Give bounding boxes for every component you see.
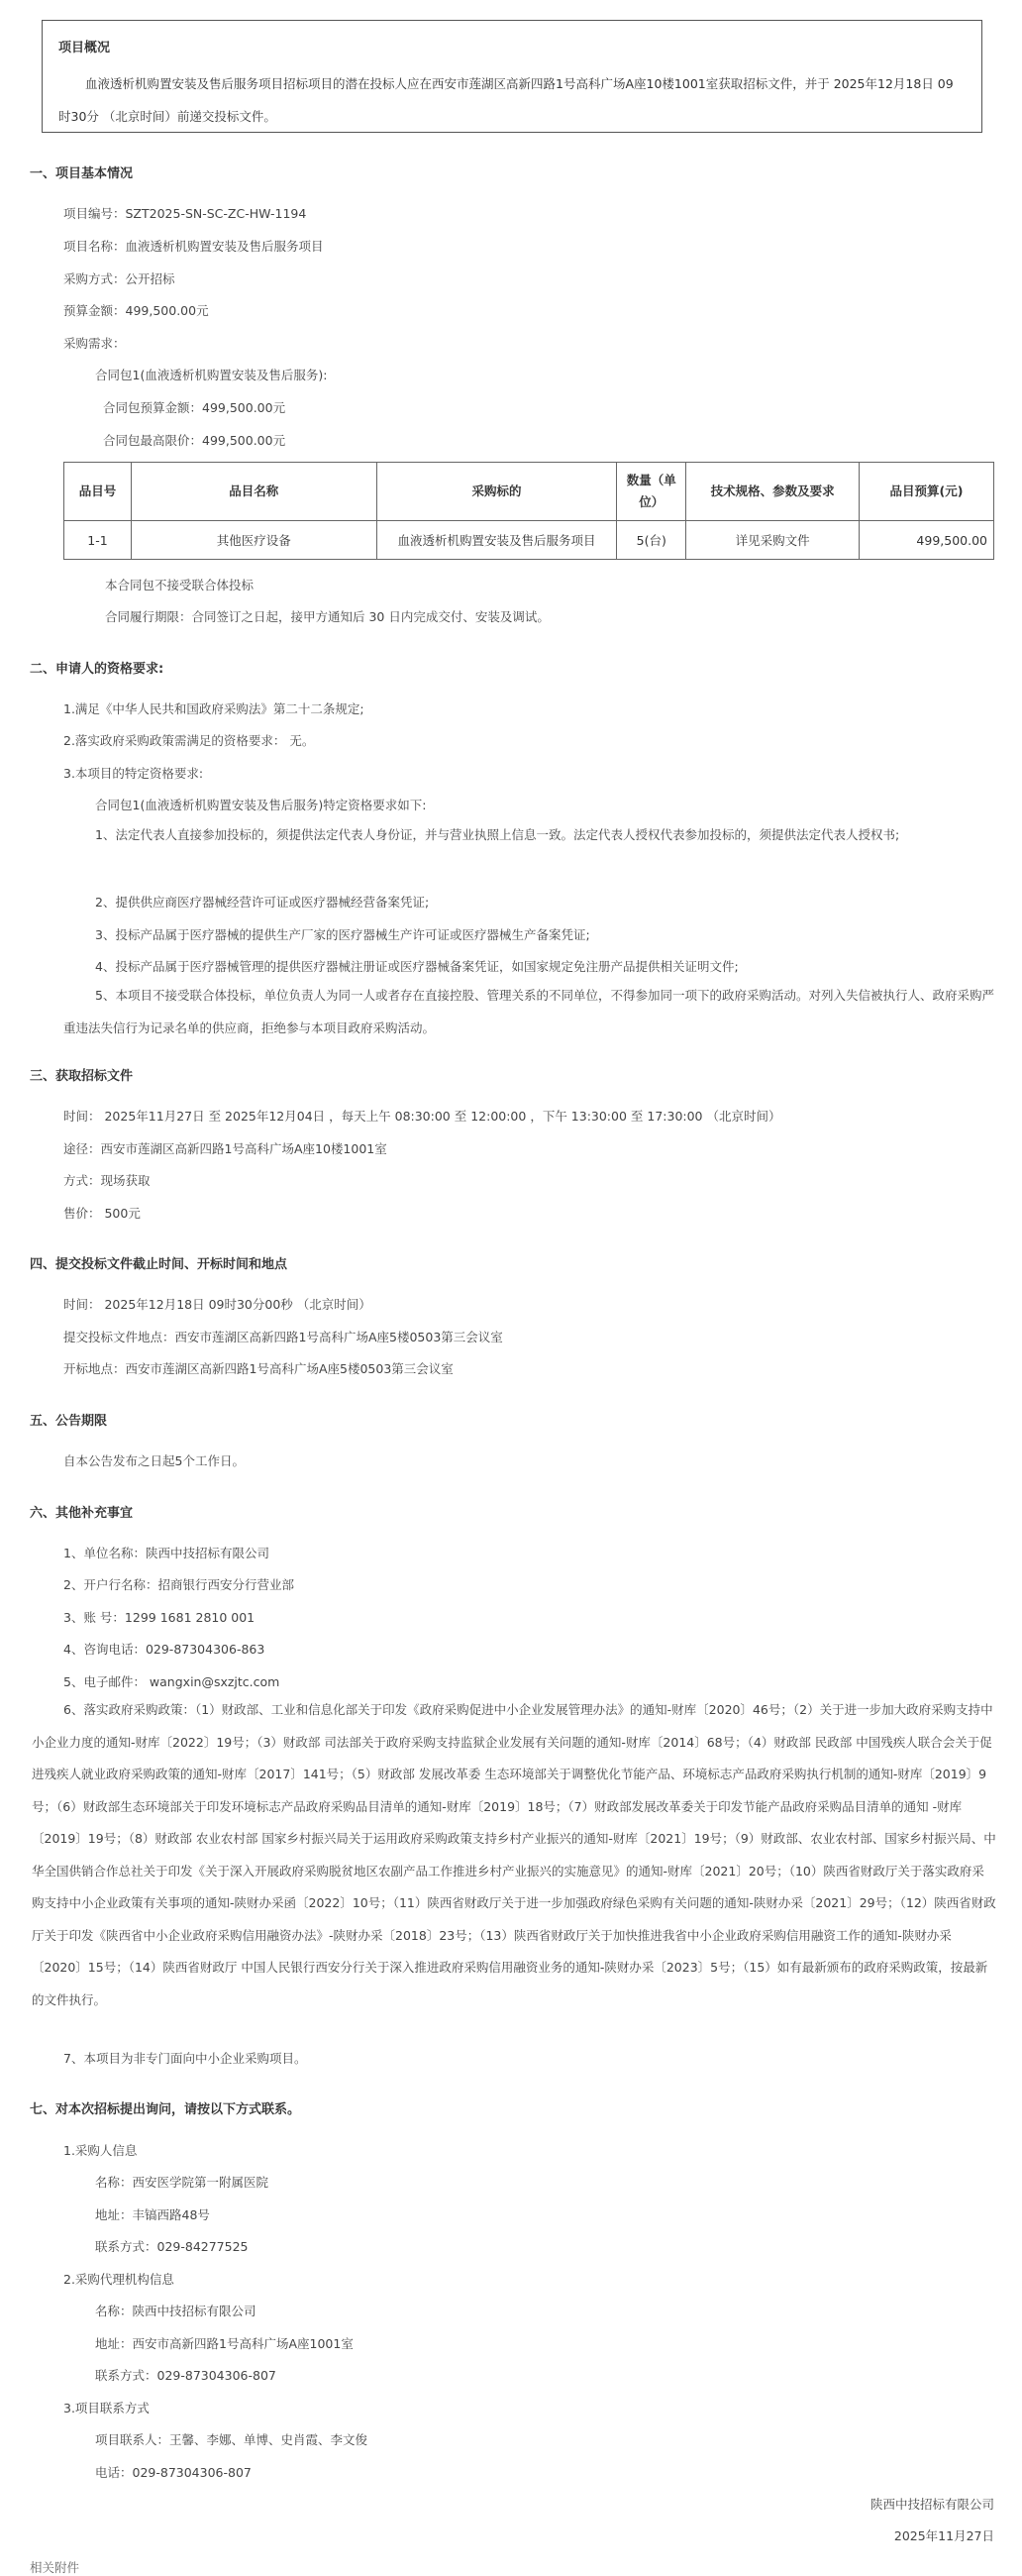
obtain-time: 时间： 2025年11月27日 至 2025年12月04日 ，每天上午 08:30:00 至 12:00:00 ，下午 13:30:00 至 17:30:00 （北京时间） [63, 1109, 781, 1124]
no-consortium-note: 本合同包不接受联合体投标 [105, 578, 255, 592]
project-overview-box [42, 20, 982, 133]
supplement-company: 1、单位名称：陕西中技招标有限公司 [63, 1546, 269, 1560]
signature-company: 陕西中技招标有限公司 [869, 2497, 994, 2512]
table-header-cell: 品目名称 [131, 463, 376, 521]
supplement-non-sme: 7、本项目为非专门面向中小企业采购项目。 [63, 2051, 307, 2066]
table-cell: 1-1 [64, 521, 132, 560]
buyer-info-title: 1.采购人信息 [63, 2143, 138, 2158]
project-number: 项目编号：SZT2025-SN-SC-ZC-HW-1194 [63, 206, 307, 221]
table-header-cell: 数量（单位） [617, 463, 686, 521]
opening-place: 开标地点：西安市莲湖区高新四路1号高科广场A座5楼0503第三会议室 [63, 1361, 454, 1376]
procurement-demand: 采购需求： [63, 336, 126, 351]
agent-address: 地址：西安市高新四路1号高科广场A座1001室 [95, 2336, 354, 2351]
buyer-name: 名称：西安医学院第一附属医院 [95, 2175, 269, 2190]
requirement-item-1: 1、法定代表人直接参加投标的，须提供法定代表人身份证，并与营业执照上信息一致。法定代表人授权代表参加投标的，须提供法定代表人授权书; [95, 827, 900, 842]
table-cell: 其他医疗设备 [131, 521, 376, 560]
contract-period: 合同履行期限：合同签订之日起，接甲方通知后 30 日内完成交付、安装及调试。 [105, 609, 550, 624]
requirement-item-4: 4、投标产品属于医疗器械管理的提供医疗器械注册证或医疗器械备案凭证，如国家规定免注册产品提供相关证明文件; [95, 959, 739, 974]
procurement-method: 采购方式：公开招标 [63, 271, 175, 286]
section-notice-period-heading: 五、公告期限 [30, 1414, 108, 1429]
requirement-item-2: 2、提供供应商医疗器械经营许可证或医疗器械经营备案凭证; [95, 895, 430, 910]
supplement-policies: 6、落实政府采购政策：（1）财政部、工业和信息化部关于印发《政府采购促进中小企业发展管理办法》的通知-财库〔2020〕46号；（2）关于进一步加大政府采购支持中小企业力度的通知-财库〔2022〕19号；（3）财政部 司法部关于政府采购支持监狱企业发展有关问题的通知-财库〔2014〕68号；（4）财政部 民政部 中国残疾人联合会关于促进残疾人就业政府采购政策的通知-财库〔2017〕141号；（5）财政部 发展改革委 生态环境部关于调整优化节能产品、环境标志产品政府采购执行机制的通知-财库〔2019〕9号；（6）财政部生态环境部关于印发环境标志产品政府采购品目清单的通知-财库〔2019〕18号；（7）财政部发展改革委关于印发节能产品政府采购品目清单的通知 -财库〔2019〕19号；（8）财政部 农业农村部 国家乡村振兴局关于运用政府采购政策支持乡村产业振兴的通知-财库〔2021〕19号；（9）财政部、农业农村部、国家乡村振兴局、中华全国供销合作总社关于印发《关于深入开展政府采购脱贫地区农副产品工作推进乡村产业振兴的实施意见》的通知-财库〔2021〕20号；（10）陕西省财政厅关于落实政府采购支持中小企业政策有关事项的通知-陕财办采函〔2022〕10号；（11）陕西省财政厅关于进一步加强政府绿色采购有关问题的通知-陕财办采〔2021〕29号；（12）陕西省财政厅关于印发《陕西省中小企业政府采购信用融资办法》-陕财办采〔2018〕23号；（13）陕西省财政厅关于加快推进我省中小企业政府采购信用融资工作的通知-陕财办采〔2020〕15号；（14）陕西省财政厅 中国人民银行西安分行关于深入推进政府采购信用融资业务的通知-陕财办采〔2023〕5号；（15）如有最新颁布的政府采购政策，按最新的文件执行。 [32, 1702, 996, 2007]
overview-text: 血液透析机购置安装及售后服务项目招标项目的潜在投标人应在西安市莲湖区高新四路1号高科广场A座10楼1001室获取招标文件，并于 2025年12月18日 09时30分 （北京时间）前递交投标文件。 [58, 76, 954, 124]
signature-date: 2025年11月27日 [893, 2528, 994, 2543]
project-contact-phone: 电话：029-87304306-807 [95, 2465, 252, 2480]
deadline-time: 时间： 2025年12月18日 09时30分00秒 （北京时间） [63, 1297, 371, 1312]
overview-title: 项目概况 [58, 41, 111, 55]
section-contact-heading: 七、对本次招标提出询问，请按以下方式联系。 [30, 2102, 301, 2117]
supplement-account: 3、账 号：1299 1681 2810 001 [63, 1610, 256, 1625]
requirement-item-5: 5、本项目不接受联合体投标，单位负责人为同一人或者存在直接控股、管理关系的不同单位，不得参加同一项下的政府采购活动。对列入失信被执行人、政府采购严重违法失信行为记录名单的供应商，拒绝参与本项目政府采购活动。 [63, 988, 994, 1035]
table-cell: 血液透析机购置安装及售后服务项目 [376, 521, 617, 560]
project-contact-title: 3.项目联系方式 [63, 2401, 150, 2415]
project-contact-people: 项目联系人：王馨、李娜、单博、史肖霞、李文俊 [95, 2432, 368, 2447]
table-header-cell: 品目预算(元) [860, 463, 994, 521]
table-header-row [64, 463, 994, 521]
qualification-1: 1.满足《中华人民共和国政府采购法》第二十二条规定; [63, 701, 364, 716]
agent-phone: 联系方式：029-87304306-807 [95, 2368, 276, 2383]
table-header-cell: 品目号 [64, 463, 132, 521]
obtain-place: 途径：西安市莲湖区高新四路1号高科广场A座10楼1001室 [63, 1141, 387, 1156]
supplement-phone: 4、咨询电话：029-87304306-863 [63, 1642, 265, 1657]
supplement-email: 5、电子邮件： wangxin@sxzjtc.com [63, 1674, 280, 1689]
document-price: 售价： 500元 [63, 1206, 141, 1221]
project-name: 项目名称：血液透析机购置安装及售后服务项目 [63, 239, 324, 254]
lot-title: 合同包1(血液透析机购置安装及售后服务): [95, 368, 328, 382]
attachments-link[interactable]: 相关附件 [30, 2560, 80, 2575]
buyer-address: 地址：丰镐西路48号 [95, 2207, 210, 2222]
section-supplementary-heading: 六、其他补充事宜 [30, 1506, 134, 1521]
table-cell: 499,500.00 [860, 521, 994, 560]
section-deadline-heading: 四、提交投标文件截止时间、开标时间和地点 [30, 1257, 288, 1272]
table-header-cell: 技术规格、参数及要求 [686, 463, 860, 521]
section-qualification-heading: 二、申请人的资格要求: [30, 662, 164, 677]
notice-period: 自本公告发布之日起5个工作日。 [63, 1453, 245, 1468]
supplement-bank: 2、开户行名称：招商银行西安分行营业部 [63, 1577, 294, 1592]
requirement-item-3: 3、投标产品属于医疗器械的提供生产厂家的医疗器械生产许可证或医疗器械生产备案凭证; [95, 927, 590, 942]
items-table [63, 462, 994, 560]
lot-max-price: 合同包最高限价：499,500.00元 [103, 433, 286, 448]
qualification-2: 2.落实政府采购政策需满足的资格要求： 无。 [63, 733, 315, 748]
obtain-method: 方式：现场获取 [63, 1173, 151, 1188]
table-cell: 5(台) [617, 521, 686, 560]
table-header-cell: 采购标的 [376, 463, 617, 521]
agent-name: 名称：陕西中技招标有限公司 [95, 2304, 256, 2318]
table-cell: 详见采购文件 [686, 521, 860, 560]
section-basic-info-heading: 一、项目基本情况 [30, 166, 134, 181]
lot-special-requirements: 合同包1(血液透析机购置安装及售后服务)特定资格要求如下: [95, 798, 427, 812]
agent-info-title: 2.采购代理机构信息 [63, 2272, 174, 2287]
lot-budget: 合同包预算金额：499,500.00元 [103, 400, 286, 415]
section-obtain-documents-heading: 三、获取招标文件 [30, 1069, 134, 1084]
table-row [64, 521, 994, 560]
qualification-3: 3.本项目的特定资格要求: [63, 766, 204, 781]
submit-place: 提交投标文件地点：西安市莲湖区高新四路1号高科广场A座5楼0503第三会议室 [63, 1330, 503, 1344]
budget-amount: 预算金额：499,500.00元 [63, 303, 209, 318]
buyer-phone: 联系方式：029-84277525 [95, 2239, 249, 2254]
